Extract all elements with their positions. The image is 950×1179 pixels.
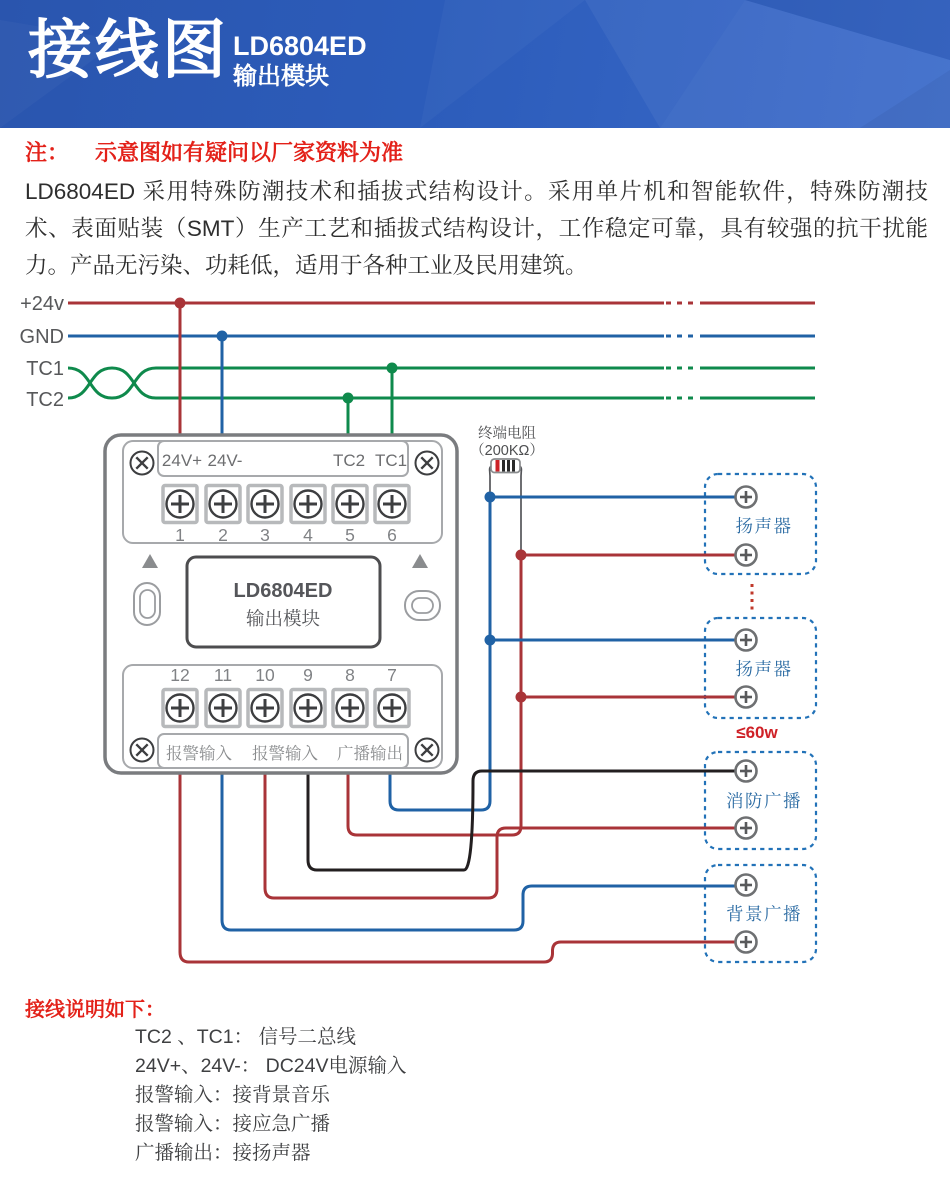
terminal-1 xyxy=(163,486,197,523)
background-broadcast-terminal-icon xyxy=(736,875,757,896)
terminal-10 xyxy=(248,690,282,727)
terminal-label-24v-minus: 24V- xyxy=(207,451,243,470)
background-broadcast-terminal-icon xyxy=(736,932,757,953)
module-name: LD6804ED xyxy=(233,580,333,602)
terminal-number: 9 xyxy=(303,665,313,685)
terminal-4 xyxy=(291,486,325,523)
terminal-number: 11 xyxy=(213,665,233,685)
terminal-3 xyxy=(248,486,282,523)
terminal-number: 7 xyxy=(387,665,397,685)
mounting-screw-icon xyxy=(131,739,154,762)
instruction-item: TC2 、TC1： 信号二总线 xyxy=(135,1026,357,1048)
fire-broadcast-terminal-icon xyxy=(736,761,757,782)
port-label-broadcast-output: 广播输出 xyxy=(337,745,403,763)
terminal-label-tc2: TC2 xyxy=(332,451,366,470)
terminal-12 xyxy=(163,690,197,727)
device-terminals xyxy=(736,487,757,953)
speaker1-label: 扬声器 xyxy=(735,516,793,536)
terminal-11 xyxy=(206,690,240,727)
resistor-value: （200KΩ） xyxy=(470,443,544,459)
wire-terminal11-to-background-broadcast xyxy=(222,773,736,930)
instructions-title: 接线说明如下： xyxy=(25,999,165,1021)
product-description: LD6804ED 采用特殊防潮技术和插拔式结构设计。采用单片机和智能软件，特殊防潮技术、表面贴装（SMT）生产工艺和插拔式结构设计，工作稳定可靠，具有较强的抗干扰能力。产品无污染、功耗低，适用于各种工业及民用建筑。 xyxy=(25,179,928,278)
mounting-screw-icon xyxy=(416,739,439,762)
resistor-body xyxy=(491,459,520,473)
terminal-number: 4 xyxy=(303,525,313,545)
terminal-number: 8 xyxy=(345,665,355,685)
speaker1-terminal-plus-icon xyxy=(736,487,757,508)
terminal-9 xyxy=(291,690,325,727)
mounting-screw-icon xyxy=(131,452,154,475)
mounting-screw-icon xyxy=(416,452,439,475)
port-label-alarm-input-2: 报警输入 xyxy=(252,745,318,763)
terminal-number: 10 xyxy=(255,665,275,685)
speaker2-terminal-plus-icon xyxy=(736,630,757,651)
bus-label-24v: +24v xyxy=(20,293,64,315)
model-number: LD6804ED xyxy=(233,31,367,61)
terminal-label-tc1: TC1 xyxy=(374,451,408,470)
terminal-number: 6 xyxy=(387,525,397,545)
module-type-label: 输出模块 xyxy=(233,63,329,90)
note-text: 示意图如有疑问以厂家资料为准 xyxy=(95,140,404,165)
terminal-number: 12 xyxy=(170,665,190,685)
device-boxes xyxy=(705,474,816,962)
speaker2-terminal-minus-icon xyxy=(736,687,757,708)
note-prefix: 注： xyxy=(25,140,70,165)
background-broadcast-label: 背景广播 xyxy=(726,904,802,924)
bus-label-tc1: TC1 xyxy=(26,358,64,380)
wire-terminal12-to-background-broadcast xyxy=(180,773,736,962)
terminal-label-24v-plus: 24V+ xyxy=(161,451,203,470)
terminal-5 xyxy=(333,486,367,523)
output-module xyxy=(105,435,457,773)
terminal-7 xyxy=(375,690,409,727)
terminal-2 xyxy=(206,486,240,523)
terminal-6 xyxy=(375,486,409,523)
resistor-label: 终端电阻 xyxy=(478,426,536,442)
port-label-alarm-input-1: 报警输入 xyxy=(166,745,232,763)
speaker2-label: 扬声器 xyxy=(735,659,793,679)
fire-broadcast-terminal-icon xyxy=(736,818,757,839)
terminal-resistor xyxy=(490,459,522,555)
instructions-list xyxy=(135,1023,406,1168)
bus-label-tc2: TC2 xyxy=(26,389,64,411)
instruction-item: 报警输入：接背景音乐 xyxy=(135,1084,331,1106)
module-type: 输出模块 xyxy=(245,608,321,629)
fire-broadcast-label: 消防广播 xyxy=(726,791,802,811)
terminal-number: 5 xyxy=(345,525,355,545)
bus-label-gnd: GND xyxy=(19,326,64,348)
power-limit-label: ≤60w xyxy=(736,723,778,742)
module-nameplate xyxy=(187,557,380,647)
terminal-number: 2 xyxy=(218,525,228,545)
page-title: 接线图 xyxy=(28,14,229,86)
instruction-item: 报警输入：接应急广播 xyxy=(135,1113,331,1135)
terminal-number: 1 xyxy=(175,525,185,545)
instruction-item: 24V+、24V-： DC24V电源输入 xyxy=(135,1055,407,1077)
terminal-number: 3 xyxy=(260,525,270,545)
instruction-item: 广播输出：接扬声器 xyxy=(135,1142,311,1164)
speaker1-terminal-minus-icon xyxy=(736,545,757,566)
terminal-8 xyxy=(333,690,367,727)
